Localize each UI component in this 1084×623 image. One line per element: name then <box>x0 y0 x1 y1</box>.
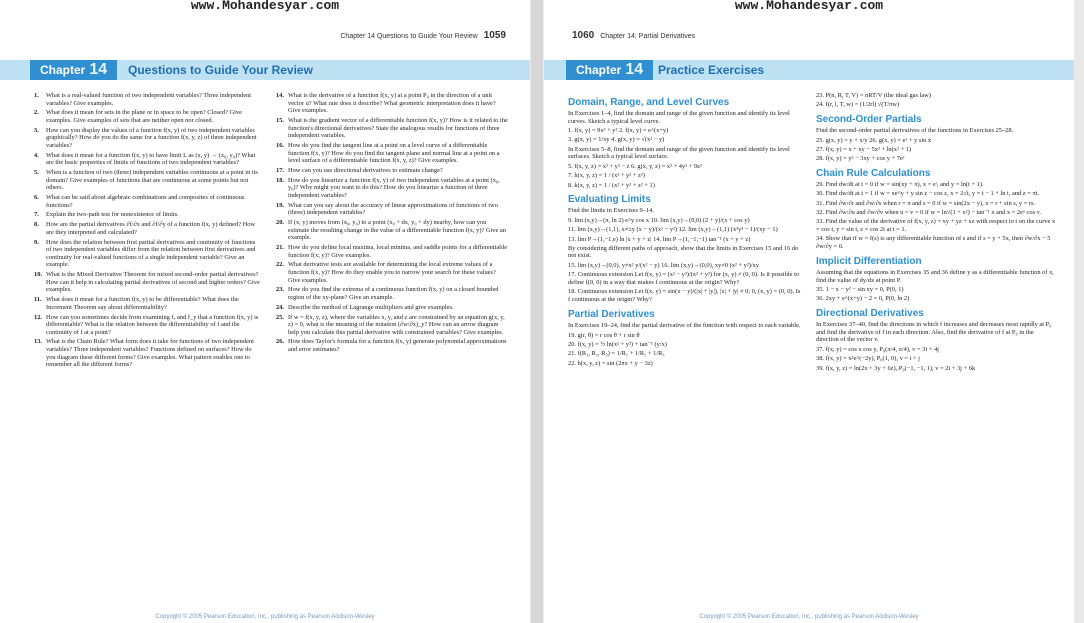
review-question <box>276 314 508 337</box>
section-instructions: In Exercises 5–8, find the domain and range of the given function and identify its level surfaces. Sketch a typical level surface. <box>568 145 790 161</box>
question-number: 24. <box>276 303 284 311</box>
exercise-item: 28. f(x, y) = y² − 3xy + cos y + 7eʸ <box>816 155 905 163</box>
question-number: 22. <box>276 261 284 269</box>
section-instructions: In Exercises 19–24, find the partial derivative of the function with respect to each variable. <box>568 322 801 330</box>
question-number: 19. <box>276 201 284 209</box>
question-text: How can you sometimes decide from examining fₓ and f_y that a function f(x, y) is differentiable? What is the relation between the differentiability of f and the continuity of f at a point? <box>46 313 259 336</box>
section-instructions: Find the limits in Exercises 9–14. <box>568 207 654 215</box>
running-header <box>566 30 695 41</box>
section-heading: Evaluating Limits <box>568 194 651 206</box>
review-question <box>276 202 508 217</box>
question-text: Explain the two-path test for nonexistence of limits. <box>46 211 179 219</box>
review-question <box>34 109 262 124</box>
question-number: 16. <box>276 141 284 149</box>
review-question <box>34 211 262 219</box>
chapter-number: 14 <box>625 61 644 78</box>
section-heading: Second-Order Partials <box>816 114 922 126</box>
question-text: What derivative tests are available for determining the local extreme values of a function f(x, y)? How do they enable you to narrow your search for these values? Give examples. <box>288 261 496 284</box>
exercise-item: 17. Continuous extension Let f(x, y) = (x² − y²)/(x² + y²) for (x, y) ≠ (0, 0). Is it possible to define f(0, 0) in a way that makes f continuous at the origin? Why? <box>568 271 800 287</box>
chapter-tab <box>30 60 117 80</box>
question-number: 2. <box>34 109 39 117</box>
question-number: 5. <box>34 169 39 177</box>
question-number: 12. <box>34 313 42 321</box>
exercise-item: 22. h(x, y, z) = sin (2πx + y − 3z) <box>568 359 653 367</box>
review-question <box>34 92 262 107</box>
exercise-item: 15. lim (x,y)→(0,0), y≠x² y/(x² − y) 16. lim (x,y)→(0,0), xy≠0 (x² + y²)/xy <box>568 262 760 270</box>
question-number: 7. <box>34 211 39 219</box>
question-text: How can you use directional derivatives to estimate change? <box>288 166 443 174</box>
question-number: 13. <box>34 338 42 346</box>
exercise-item: 21. f(R₁, R₂, R₃) = 1/R₁ + 1/R₂ + 1/R₃ <box>568 350 665 358</box>
question-number: 10. <box>34 271 42 279</box>
exercise-item: 29. Find dw/dt at t = 0 if w = sin(xy + π), x = eᵗ, and y = ln(t + 1). <box>816 181 984 189</box>
review-question <box>276 177 508 200</box>
running-header-text: Chapter 14: Partial Derivatives <box>600 33 696 40</box>
review-question <box>34 239 262 269</box>
exercise-item: 31. Find ∂w/∂r and ∂w/∂s when r = π and s = 0 if w = sin(2x − y), x = r + sin s, y = rs. <box>816 199 1036 207</box>
running-header-text: Chapter 14 Questions to Guide Your Review <box>340 33 478 40</box>
question-number: 4. <box>34 151 39 159</box>
review-question <box>34 127 262 150</box>
question-text: How do you find the extrema of a continuous function f(x, y) on a closed bounded region of the xy-plane? Give an example. <box>288 286 499 301</box>
question-number: 15. <box>276 116 284 124</box>
review-question <box>34 152 262 167</box>
question-text: What does it mean for sets in the plane or in space to be open? Closed? Give examples. Give examples of sets that are neither open nor closed. <box>46 109 242 124</box>
section-instructions: Find the second-order partial derivatives of the functions in Exercises 25–28. <box>816 127 1014 135</box>
chapter-tab <box>566 60 653 80</box>
review-question <box>276 117 508 140</box>
question-number: 17. <box>276 166 284 174</box>
question-number: 26. <box>276 338 284 346</box>
exercise-item: 32. Find ∂w/∂u and ∂w/∂v when u = v = 0 if w = ln√(1 + x²) − tan⁻¹ x and x = 2eᵘ cos v. <box>816 208 1042 216</box>
questions-column-1 <box>34 92 262 371</box>
page-number: 1059 <box>483 30 506 41</box>
question-number: 1. <box>34 92 39 99</box>
site-watermark: www.Mohandesyar.com <box>734 0 884 13</box>
section-heading: Implicit Differentiation <box>816 255 922 267</box>
question-text: How does Taylor's formula for a function f(x, y) generate polynomial approximations and error estimates? <box>288 338 507 354</box>
section-heading: Partial Derivatives <box>568 309 655 321</box>
exercise-item: 3. g(x, y) = 1/xy 4. g(x, y) = √(x² − y) <box>568 136 665 144</box>
chapter-title: Questions to Guide Your Review <box>128 63 313 77</box>
section-heading: Domain, Range, and Level Curves <box>568 97 730 108</box>
review-question <box>34 314 262 337</box>
review-question <box>276 219 508 242</box>
exercises-column-2 <box>816 92 1056 374</box>
question-text: What does it mean for a function f(x, y) to have limit L as (x, y) → (x₀, y₀)? What are the basic properties of limits of functions of two independent variables? <box>46 151 256 167</box>
question-text: If w = f(x, y, z), where the variables x, y, and z are constrained by an equation g(x, y, z) = 0, what is the meaning of the notation (∂w/∂x)_y? How can an arrow diagram help you calculate this partial derivative with constrained variables? Give examples. <box>288 313 505 336</box>
exercise-item: 27. f(x, y) = x + xy − 5x³ + ln(x² + 1) <box>816 145 911 153</box>
question-text: How can you display the values of a function f(x, y) of two independent variables graphically? How do you do the same for a function f(x, y, z) of three independent variables? <box>46 126 257 149</box>
site-watermark: www.Mohandesyar.com <box>190 0 340 13</box>
review-question <box>276 338 508 353</box>
exercise-item: 8. k(x, y, z) = 1 / (x² + y² + z² + 1) <box>568 181 655 189</box>
exercise-item: 30. Find dw/dt at t = 1 if w = xe^y + y sin z − cos z, x = 2√t, y = t − 1 + ln t, and z = πt. <box>816 190 1040 198</box>
page-number: 1060 <box>572 30 595 41</box>
review-question <box>276 167 508 175</box>
question-number: 23. <box>276 286 284 294</box>
question-text: How does the relation between first partial derivatives and continuity of functions of two independent variables differ from the relation between first derivatives and continuity for real-valued functions of a single independent variable? Give an example. <box>46 238 256 269</box>
question-text: What is the Mixed Derivative Theorem for mixed second-order partial derivatives? How can it help in calculating partial derivatives of second and higher orders? Give examples. <box>46 271 260 294</box>
copyright-footer: Copyright © 2005 Pearson Education, Inc., publishing as Pearson Addison-Wesley <box>155 614 375 620</box>
left-page <box>0 0 530 623</box>
exercise-item: 35. 1 − x − y² − sin xy = 0, P(0, 1) <box>816 286 904 294</box>
chapter-word: Chapter <box>576 63 622 77</box>
question-number: 6. <box>34 194 39 202</box>
review-question <box>34 221 262 236</box>
question-text: When is a function of two (three) independent variables continuous at a point in its domain? Give examples of functions that are continuous at some points but not others. <box>46 169 258 192</box>
question-text: How do you linearize a function f(x, y) of two independent variables at a point (x₀, y₀)? Why might you want to do this? How do you linearize a function of three independent variables? <box>288 176 500 199</box>
exercises-column-1 <box>568 92 804 369</box>
question-text: What is the derivative of a function f(x, y) at a point P₀ in the direction of a unit vector u? What rate does it describe? What geometric interpretation does it have? Give examples. <box>288 92 496 115</box>
chapter-band <box>0 60 530 80</box>
section-heading: Directional Derivatives <box>816 308 924 320</box>
review-question <box>276 142 508 165</box>
exercise-item: 13. lim P→(1,−1,e) ln |x + y + z| 14. lim P→(1,−1,−1) tan⁻¹ (x + y + z) <box>568 235 751 243</box>
exercise-item: 34. Show that if w = f(s) is any differentiable function of s and if s = y + 5x, then ∂w/∂x − 5 ∂w/∂y = 0. <box>816 235 1051 251</box>
question-text: How do you define local maxima, local minima, and saddle points for a differentiable function f(x, y)? Give examples. <box>288 244 508 259</box>
exercise-item: 11. lim (x,y)→(1,1), x≠±y (x − y)/(x² − y²) 12. lim (x,y)→(1,1) (x³y³ − 1)/(xy − 1) <box>568 226 778 234</box>
chapter-number: 14 <box>89 61 108 78</box>
question-number: 18. <box>276 176 284 184</box>
exercise-item: 24. f(r, l, T, w) = (1/2rl) √(T/πw) <box>816 101 900 109</box>
question-text: What can you say about the accuracy of linear approximations of functions of two (three) independent variables? <box>288 201 498 217</box>
question-text: What is the gradient vector of a differentiable function f(x, y)? How is it related to the function's directional derivatives? State the analogous results for functions of three independent variables. <box>288 116 508 140</box>
question-text: Describe the method of Lagrange multipliers and give examples. <box>288 303 454 311</box>
review-question <box>34 194 262 209</box>
question-number: 20. <box>276 219 284 227</box>
right-page <box>544 0 1074 623</box>
exercise-item: 38. f(x, y) = x²e^(−2y), P₀(1, 0), v = i + j <box>816 355 920 363</box>
exercise-item: 23. P(n, R, T, V) = nRT/V (the ideal gas law) <box>816 92 931 99</box>
chapter-title: Practice Exercises <box>658 63 765 77</box>
exercise-item: 5. f(x, y, z) = x² + y² − z 6. g(x, y, z) = x² + 4y² + 9z² <box>568 162 702 170</box>
exercise-item: 19. g(r, θ) = r cos θ + r sin θ <box>568 331 640 339</box>
review-question <box>34 169 262 192</box>
exercise-item: 37. f(x, y) = cos x cos y, P₀(π/4, π/4), v = 3i + 4j <box>816 346 939 354</box>
exercise-item: 39. f(x, y, z) = ln(2x + 3y + 6z), P₀(−1, −1, 1), v = 2i + 3j + 6k <box>816 364 976 372</box>
section-instructions: Assuming that the equations in Exercises 35 and 36 define y as a differentiable function of x, find the value of dy/dx at point P. <box>816 268 1054 284</box>
chapter-band <box>544 60 1074 80</box>
questions-column-2 <box>276 92 508 356</box>
review-question <box>276 286 508 301</box>
review-question <box>34 338 262 368</box>
question-number: 11. <box>34 296 42 304</box>
review-question <box>34 296 262 311</box>
review-question <box>276 92 508 115</box>
section-instructions: By considering different paths of approach, show that the limits in Exercises 15 and 16 do not exist. <box>568 244 799 260</box>
review-question <box>276 244 508 259</box>
review-question <box>276 304 508 312</box>
question-text: What can be said about algebraic combinations and composites of continuous functions? <box>46 194 245 209</box>
exercise-item: 7. h(x, y, z) = 1 / (x² + y² + z²) <box>568 172 645 180</box>
question-text: How do you find the tangent line at a point on a level curve of a differentiable function f(x, y)? How do you find the tangent plane and normal line at a point on a level surface of a differentiable function f(x, y, z)? Give examples. <box>288 141 500 165</box>
exercise-item: 1. f(x, y) = 9x² + y² 2. f(x, y) = e^(x+y) <box>568 127 669 135</box>
exercise-item: 36. 2xy + e^(x+y) − 2 = 0, P(0, ln 2) <box>816 295 910 303</box>
review-question <box>34 271 262 294</box>
question-number: 9. <box>34 238 39 246</box>
question-number: 3. <box>34 126 39 134</box>
book-gutter <box>531 0 543 623</box>
exercise-item: 25. g(x, y) = y + x/y 26. g(x, y) = eˣ + y sin x <box>816 136 932 144</box>
question-number: 14. <box>276 92 284 99</box>
exercise-item: 20. f(x, y) = ½ ln(x² + y²) + tan⁻¹ (y/x) <box>568 340 667 348</box>
exercise-item: 33. Find the value of the derivative of f(x, y, z) = xy + yz + xz with respect to t on the curve x = cos t, y = sin t, z = cos 2t at t = 1. <box>816 218 1056 234</box>
running-header <box>340 30 512 41</box>
section-instructions: In Exercises 1–4, find the domain and range of the given function and identify its level curves. Sketch a typical level curve. <box>568 110 790 125</box>
copyright-footer: Copyright © 2005 Pearson Education, Inc., publishing as Pearson Addison-Wesley <box>699 614 919 620</box>
chapter-word: Chapter <box>40 63 86 77</box>
question-text: What is the Chain Rule? What form does it take for functions of two independent variables? Three independent variables? Functions defined on surfaces? How do you diagram these different forms? Give examples. What pattern enables one to remember all the different forms? <box>46 338 254 369</box>
question-number: 25. <box>276 313 284 321</box>
section-instructions: In Exercises 37–40, find the directions in which f increases and decreases most rapidly at P₀ and find the derivative of f in each direction. Also, find the derivative of f at P₀ in the direction of the vector v. <box>816 321 1052 344</box>
review-question <box>276 261 508 284</box>
question-text: How are the partial derivatives ∂f/∂x and ∂f/∂y of a function f(x, y) defined? How are they interpreted and calculated? <box>46 221 256 236</box>
section-heading: Chain Rule Calculations <box>816 168 931 180</box>
question-number: 8. <box>34 221 39 229</box>
question-text: What does it mean for a function f(x, y) to be differentiable? What does the Increment Theorem say about differentiability? <box>46 296 239 311</box>
question-text: What is a real-valued function of two independent variables? Three independent variables? Give examples. <box>46 92 252 107</box>
question-text: If (x, y) moves from (x₀, y₀) to a point (x₀ + dx, y₀ + dy) nearby, how can you estimate the resulting change in the value of a differentiable function f(x, y)? Give an example. <box>288 219 506 242</box>
exercise-item: 18. Continuous extension Let f(x, y) = sin(x − y)/(|x| + |y|), |x| + |y| ≠ 0; 0, (x, y) = (0, 0). Is f continuous at the origin? Why? <box>568 288 801 304</box>
exercise-item: 9. lim (x,y)→(π, ln 2) e^y cos x 10. lim (x,y)→(0,0) (2 + y)/(x + cos y) <box>568 216 750 224</box>
question-number: 21. <box>276 244 284 251</box>
